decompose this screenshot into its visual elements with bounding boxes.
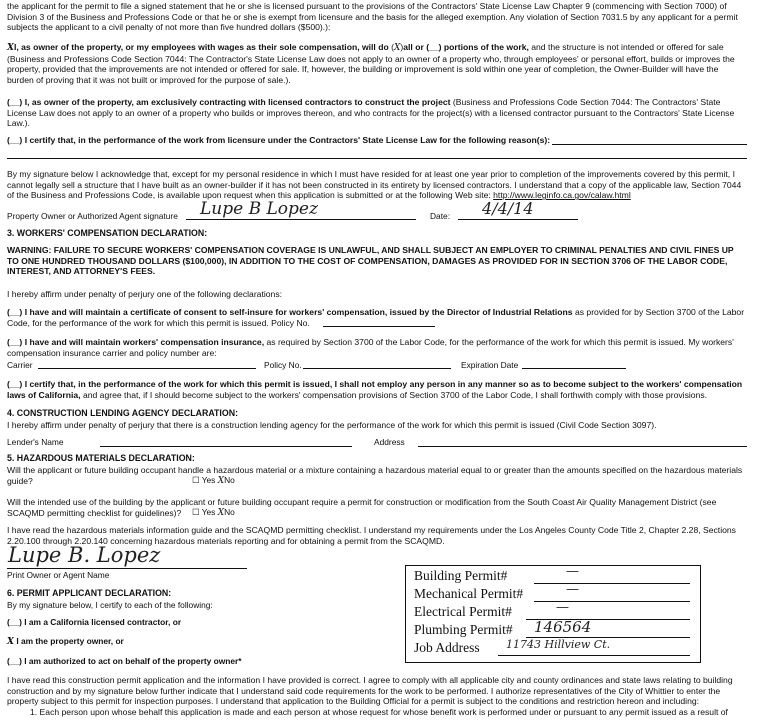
wc-option-1-bold: I have and will maintain a certificate of consent to self-insure for workers' compensation, issued by the Director of Industrial Relations [24, 307, 573, 317]
hazardous-q2-text: Will the intended use of the building by the applicant or future building occupant require a permit for construction or modification from the South Coast Air Quality Management District (see SCAQMD permitting checklist for guidelines)? [7, 497, 717, 518]
workers-comp-warning: WARNING: FAILURE TO SECURE WORKERS' COMPENSATION COVERAGE IS UNLAWFUL, AND SHALL SUBJECT AN EMPLOYER TO CRIMINAL PENALTIES AND CIVIL FINES UP TO ONE HUNDRED THOUSAND DOLLARS ($100,000), IN ADDITION TO THE COST OF COMPENSATION, DAMAGES AS PROVIDED FOR IN SECTION 3706 OF THE LABOR CODE, INTEREST, AND ATTORNEY'S FEES. [7, 245, 734, 277]
agent-name-label: Print Owner or Agent Name [7, 570, 110, 580]
building-permit-label: Building Permit# [414, 568, 508, 583]
building-permit-value: — [566, 564, 579, 579]
applicant-option-2 [7, 636, 124, 647]
hazardous-q1-answer: ☐ Yes XNo [192, 475, 235, 486]
permit-numbers-box [405, 565, 701, 663]
applicant-closing: I have read this construction permit application and the information I have provided is correct. I agree to comply with all applicable city and county ordinances and state laws relating to building construction and by my signature below further indicate that I understand said code requirements for the work to be performed. I authorize representatives of the City of Whittier to enter the property subject to this permit for inspection purposes. I understand that application to the Building Official for a permit is subject to the conditions and restriction hereon and including: [7, 675, 733, 707]
job-address-value: 11743 Hillview Ct. [506, 638, 611, 651]
mechanical-permit-label: Mechanical Permit# [414, 586, 524, 601]
applicant-option-2-checkmark[interactable]: X [7, 637, 14, 647]
hazardous-read-statement: I have read the hazardous materials information guide and the SCAQMD permitting checklist. I understand my requirements under the Los Angeles County Code Title 2, Chapter 2.28, Sections 2.20.100 through 2.20.140 concerning hazardous materials reporting and for obtaining a permit from the SCAQMD. [7, 525, 736, 546]
q2-yes-label[interactable]: Yes [201, 507, 216, 517]
option-2-rest: (Business and Professions Code Section 7044: The Contractors' State License Law does not apply to an owner of a property who builds or improves thereon, and who contracts for the project(s) with a licensed contractor pursuant to the Contractors' State License Law.). [7, 97, 735, 129]
workers-comp-affirm: I hereby affirm under penalty of perjury one of the following declarations: [7, 289, 282, 299]
building-permit-line[interactable] [534, 583, 690, 584]
workers-comp-option-3 [7, 379, 747, 400]
lender-address-line[interactable] [418, 446, 747, 447]
reason-line-2[interactable] [7, 158, 747, 159]
applicant-option-1-checkbox[interactable]: (__) [7, 617, 22, 627]
wc-option-2-bold: I have and will maintain workers' compensation insurance, [24, 337, 265, 347]
q2-no-label[interactable]: No [224, 507, 235, 517]
owner-builder-acknowledgement [7, 169, 747, 201]
applicant-option-3 [7, 656, 242, 666]
option-1-bold-b: all or [403, 42, 424, 52]
workers-comp-heading: 3. WORKERS' COMPENSATION DECLARATION: [7, 228, 208, 238]
q2-mark[interactable]: X [217, 508, 225, 518]
option-1-checkmark[interactable]: X [7, 43, 14, 53]
lending-heading: 4. CONSTRUCTION LENDING AGENCY DECLARATION: [7, 408, 239, 418]
mechanical-permit-value: — [566, 582, 579, 597]
owner-signature: Lupe B Lopez [200, 199, 318, 219]
workers-comp-option-1 [7, 307, 747, 328]
agent-name-signature: Lupe B. Lopez [8, 543, 161, 567]
hazardous-question-1 [7, 465, 747, 486]
wc-option-2-rest: as required by Section 3700 of the Labor Code, for the performance of the work for which this permit is issued. My workers' compensation insurance carrier and policy number are: [7, 337, 734, 358]
owner-builder-option-2 [7, 97, 747, 129]
electrical-permit-value: — [556, 600, 569, 615]
expiration-line[interactable] [522, 368, 626, 369]
lender-address-label: Address [374, 437, 405, 447]
carrier-label: Carrier [7, 360, 33, 370]
applicant-intro: By my signature below, I certify to each of the following: [7, 600, 213, 610]
job-address-line[interactable] [498, 655, 690, 656]
portions-checkbox[interactable]: (__) [426, 42, 442, 52]
applicant-item-1: 1. Each person upon whose behalf this application is made and each person at whose request for whose benefit work is performed under or pursuant to any permit issued as a result of [30, 707, 728, 717]
intro-paragraph: the applicant for the permit to file a signed statement that he or she is licensed pursuant to the provisions of the Contractors' State License Law Chapter 9 (commencing with Section 7000) of Division 3 of the Business and Professions Code or that he or she is exempt from licensure and the basis for the alleged exemption. Any violation of Section 7031.5 by any applicant for a permit subjects the applicant to a civil penalty of not more than five hundred dollars ($500).): [7, 1, 738, 33]
wc-option-2-checkbox[interactable]: (__) [7, 337, 23, 347]
owner-signature-label: Property Owner or Authorized Agent signature [7, 211, 178, 221]
all-work-mark[interactable]: X [393, 43, 401, 53]
plumbing-permit-label: Plumbing Permit# [414, 622, 513, 637]
applicant-option-1 [7, 617, 181, 627]
option-1-bold-c: portions of the work, [443, 42, 529, 52]
applicant-option-1-label: I am a California licensed contractor, or [24, 617, 182, 627]
plumbing-permit-value: 146564 [534, 618, 592, 636]
date-value: 4/4/14 [482, 199, 534, 218]
applicant-option-3-checkbox[interactable]: (__) [7, 656, 22, 666]
option-3-checkbox[interactable]: (__) [7, 135, 23, 145]
wc-option-1-rest: as provided for by Section 3700 of the Labor Code, for the performance of the work for which this permit is issued. Policy No. [7, 307, 745, 328]
workers-comp-option-2 [7, 337, 747, 358]
policy-label: Policy No. [264, 360, 302, 370]
option-1-rest: and the structure is not intended or offered for sale (Business and Professions Code Section 7044: The Contractor's State License Law does not apply to an owner of a property who, through employees' or personal effort, builds or improves the property, provided that the improvements are not intended or offered for sale. If, however, the building or improvement is sold within one year of completion, the Owner-Builder will have the burden of proving that it was not built or improved for the purpose of sale.). [7, 42, 735, 85]
policy-number-line-1[interactable] [323, 326, 435, 327]
hazardous-heading: 5. HAZARDOUS MATERIALS DECLARATION: [7, 453, 195, 463]
expiration-label: Expiration Date [461, 360, 519, 370]
date-line[interactable] [458, 219, 578, 220]
hazardous-question-2 [7, 497, 747, 518]
applicant-heading: 6. PERMIT APPLICANT DECLARATION: [7, 588, 172, 598]
date-label: Date: [430, 211, 451, 221]
q1-mark[interactable]: X [217, 476, 225, 486]
lending-text: I hereby affirm under penalty of perjury that there is a construction lending agency for the performance of the work for which this permit is issued (Civil Code Section 3097). [7, 420, 657, 430]
option-1-bold-a: I, as owner of the property, or my employees with wages as their sole compensation, will do [13, 42, 389, 52]
lender-name-line[interactable] [100, 446, 352, 447]
wc-option-1-checkbox[interactable]: (__) [7, 307, 23, 317]
hazardous-q1-text: Will the applicant or future building occupant handle a hazardous material or a mixture containing a hazardous material equal to or greater than the amounts specified on the hazardous materials guide? [7, 465, 743, 486]
policy-number-line-2[interactable] [303, 368, 451, 369]
wc-option-3-checkbox[interactable]: (__) [7, 379, 23, 389]
option-2-bold: I, as owner of the property, am exclusively contracting with licensed contractors to construct the project [24, 97, 451, 107]
applicant-option-3-label: I am authorized to act on behalf of the property owner* [24, 656, 242, 666]
lender-name-label: Lender's Name [7, 437, 64, 447]
job-address-label: Job Address [414, 640, 480, 655]
owner-signature-line[interactable] [186, 219, 416, 220]
agent-name-line[interactable] [7, 568, 247, 569]
q1-yes-label[interactable]: Yes [201, 475, 216, 485]
carrier-line[interactable] [38, 368, 256, 369]
acknowledgement-text: By my signature below I acknowledge that, except for my personal residence in which I must have resided for at least one year prior to completion of the improvements covered by this permit, I cannot legally sell a structure that I have built as an owner-builder if it has not been constructed in its entirety by licensed contractors. I understand that a copy of the applicable law, Section 7044 of the Business and Professions Code, is available upon request when this application is submitted or at the following Web site: [7, 169, 742, 201]
hazardous-q2-answer: ☐ Yes XNo [192, 507, 235, 518]
applicant-option-2-label: I am the property owner, or [16, 636, 124, 646]
q1-no-label[interactable]: No [224, 475, 235, 485]
wc-option-3-bold: I certify that, in the performance of the work for which this permit is issued, I shall not employ any person in any manner so as to become subject to the workers' compensation laws of California, [7, 379, 743, 400]
option-2-checkbox[interactable]: (__) [7, 97, 23, 107]
wc-option-3-rest: and agree that, if I should become subject to the workers' compensation provisions of Section 3700 of the Labor Code, I shall forthwith comply with those provisions. [82, 389, 708, 400]
reason-line-1[interactable] [552, 144, 747, 145]
owner-builder-option-1: XI, as owner of the property, or my employees with wages as their sole compensation, will do (X)all or (__) portions of the work, and the structure is not intended or offered for sale (Business and Professions Code Section 7044: The Contractor's State License Law does not apply to an owner of a property who, through employees' or personal effort, builds or improves the property, provided that the improvements are not intended or offered for sale. If, however, the building or improvement is sold within one year of completion, the Owner-Builder will have the burden of proving that it was not built or improved for the purpose of sale.). [7, 42, 735, 85]
option-3-bold: I certify that, in the performance of the work from licensure under the Contractors' State License Law for the following reason(s): [24, 135, 551, 145]
leginfo-link[interactable]: http://www.leginfo.ca.gov/calaw.html [493, 190, 631, 201]
electrical-permit-label: Electrical Permit# [414, 604, 512, 619]
